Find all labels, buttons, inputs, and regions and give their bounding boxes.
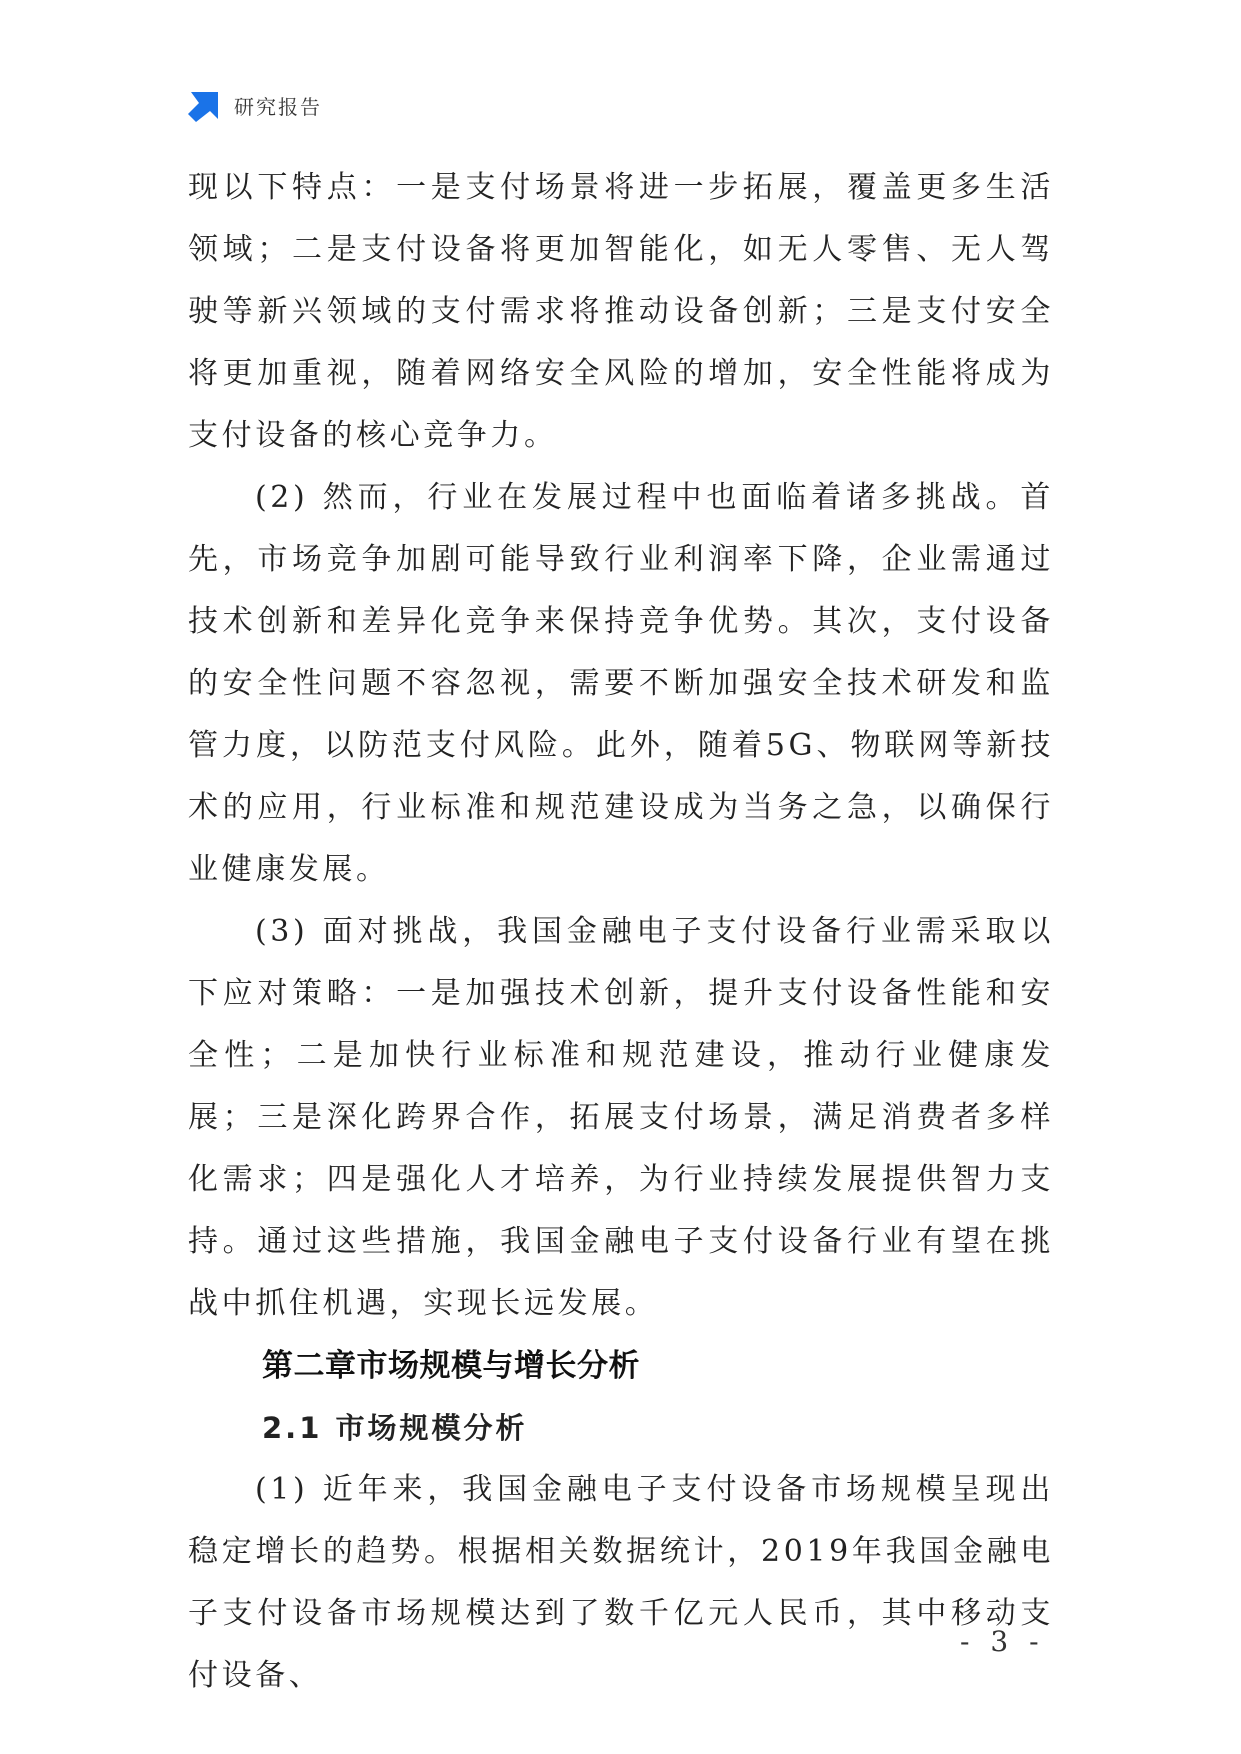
document-body	[188, 157, 1054, 1707]
logo-arrow-icon	[188, 88, 222, 122]
section-heading: 2.1 市场规模分析	[262, 1411, 528, 1445]
paragraph-4: (1) 近年来，我国金融电子支付设备市场规模呈现出稳定增长的趋势。根据相关数据统计，2019年我国金融电子支付设备市场规模达到了数千亿元人民币，其中移动支付设备、	[188, 1472, 1054, 1693]
page-number: - 3 -	[960, 1625, 1045, 1658]
chapter-heading: 第二章市场规模与增长分析	[262, 1348, 640, 1384]
header-title: 研究报告	[234, 94, 322, 119]
paragraph-continuation: 现以下特点：一是支付场景将进一步拓展，覆盖更多生活领域；二是支付设备将更加智能化，如无人零售、无人驾驶等新兴领域的支付需求将推动设备创新；三是支付安全将更加重视，随着网络安全风险的增加，安全性能将成为支付设备的核心竞争力。	[188, 170, 1054, 453]
page-header	[188, 88, 322, 122]
paragraph-2: (2) 然而，行业在发展过程中也面临着诸多挑战。首先，市场竞争加剧可能导致行业利润率下降，企业需通过技术创新和差异化竞争来保持竞争优势。其次，支付设备的安全性问题不容忽视，需要不断加强安全技术研发和监管力度，以防范支付风险。此外，随着5G、物联网等新技术的应用，行业标准和规范建设成为当务之急，以确保行业健康发展。	[188, 480, 1054, 887]
paragraph-3: (3) 面对挑战，我国金融电子支付设备行业需采取以下应对策略：一是加强技术创新，提升支付设备性能和安全性；二是加快行业标准和规范建设，推动行业健康发展；三是深化跨界合作，拓展支付场景，满足消费者多样化需求；四是强化人才培养，为行业持续发展提供智力支持。通过这些措施，我国金融电子支付设备行业有望在挑战中抓住机遇，实现长远发展。	[188, 914, 1054, 1321]
